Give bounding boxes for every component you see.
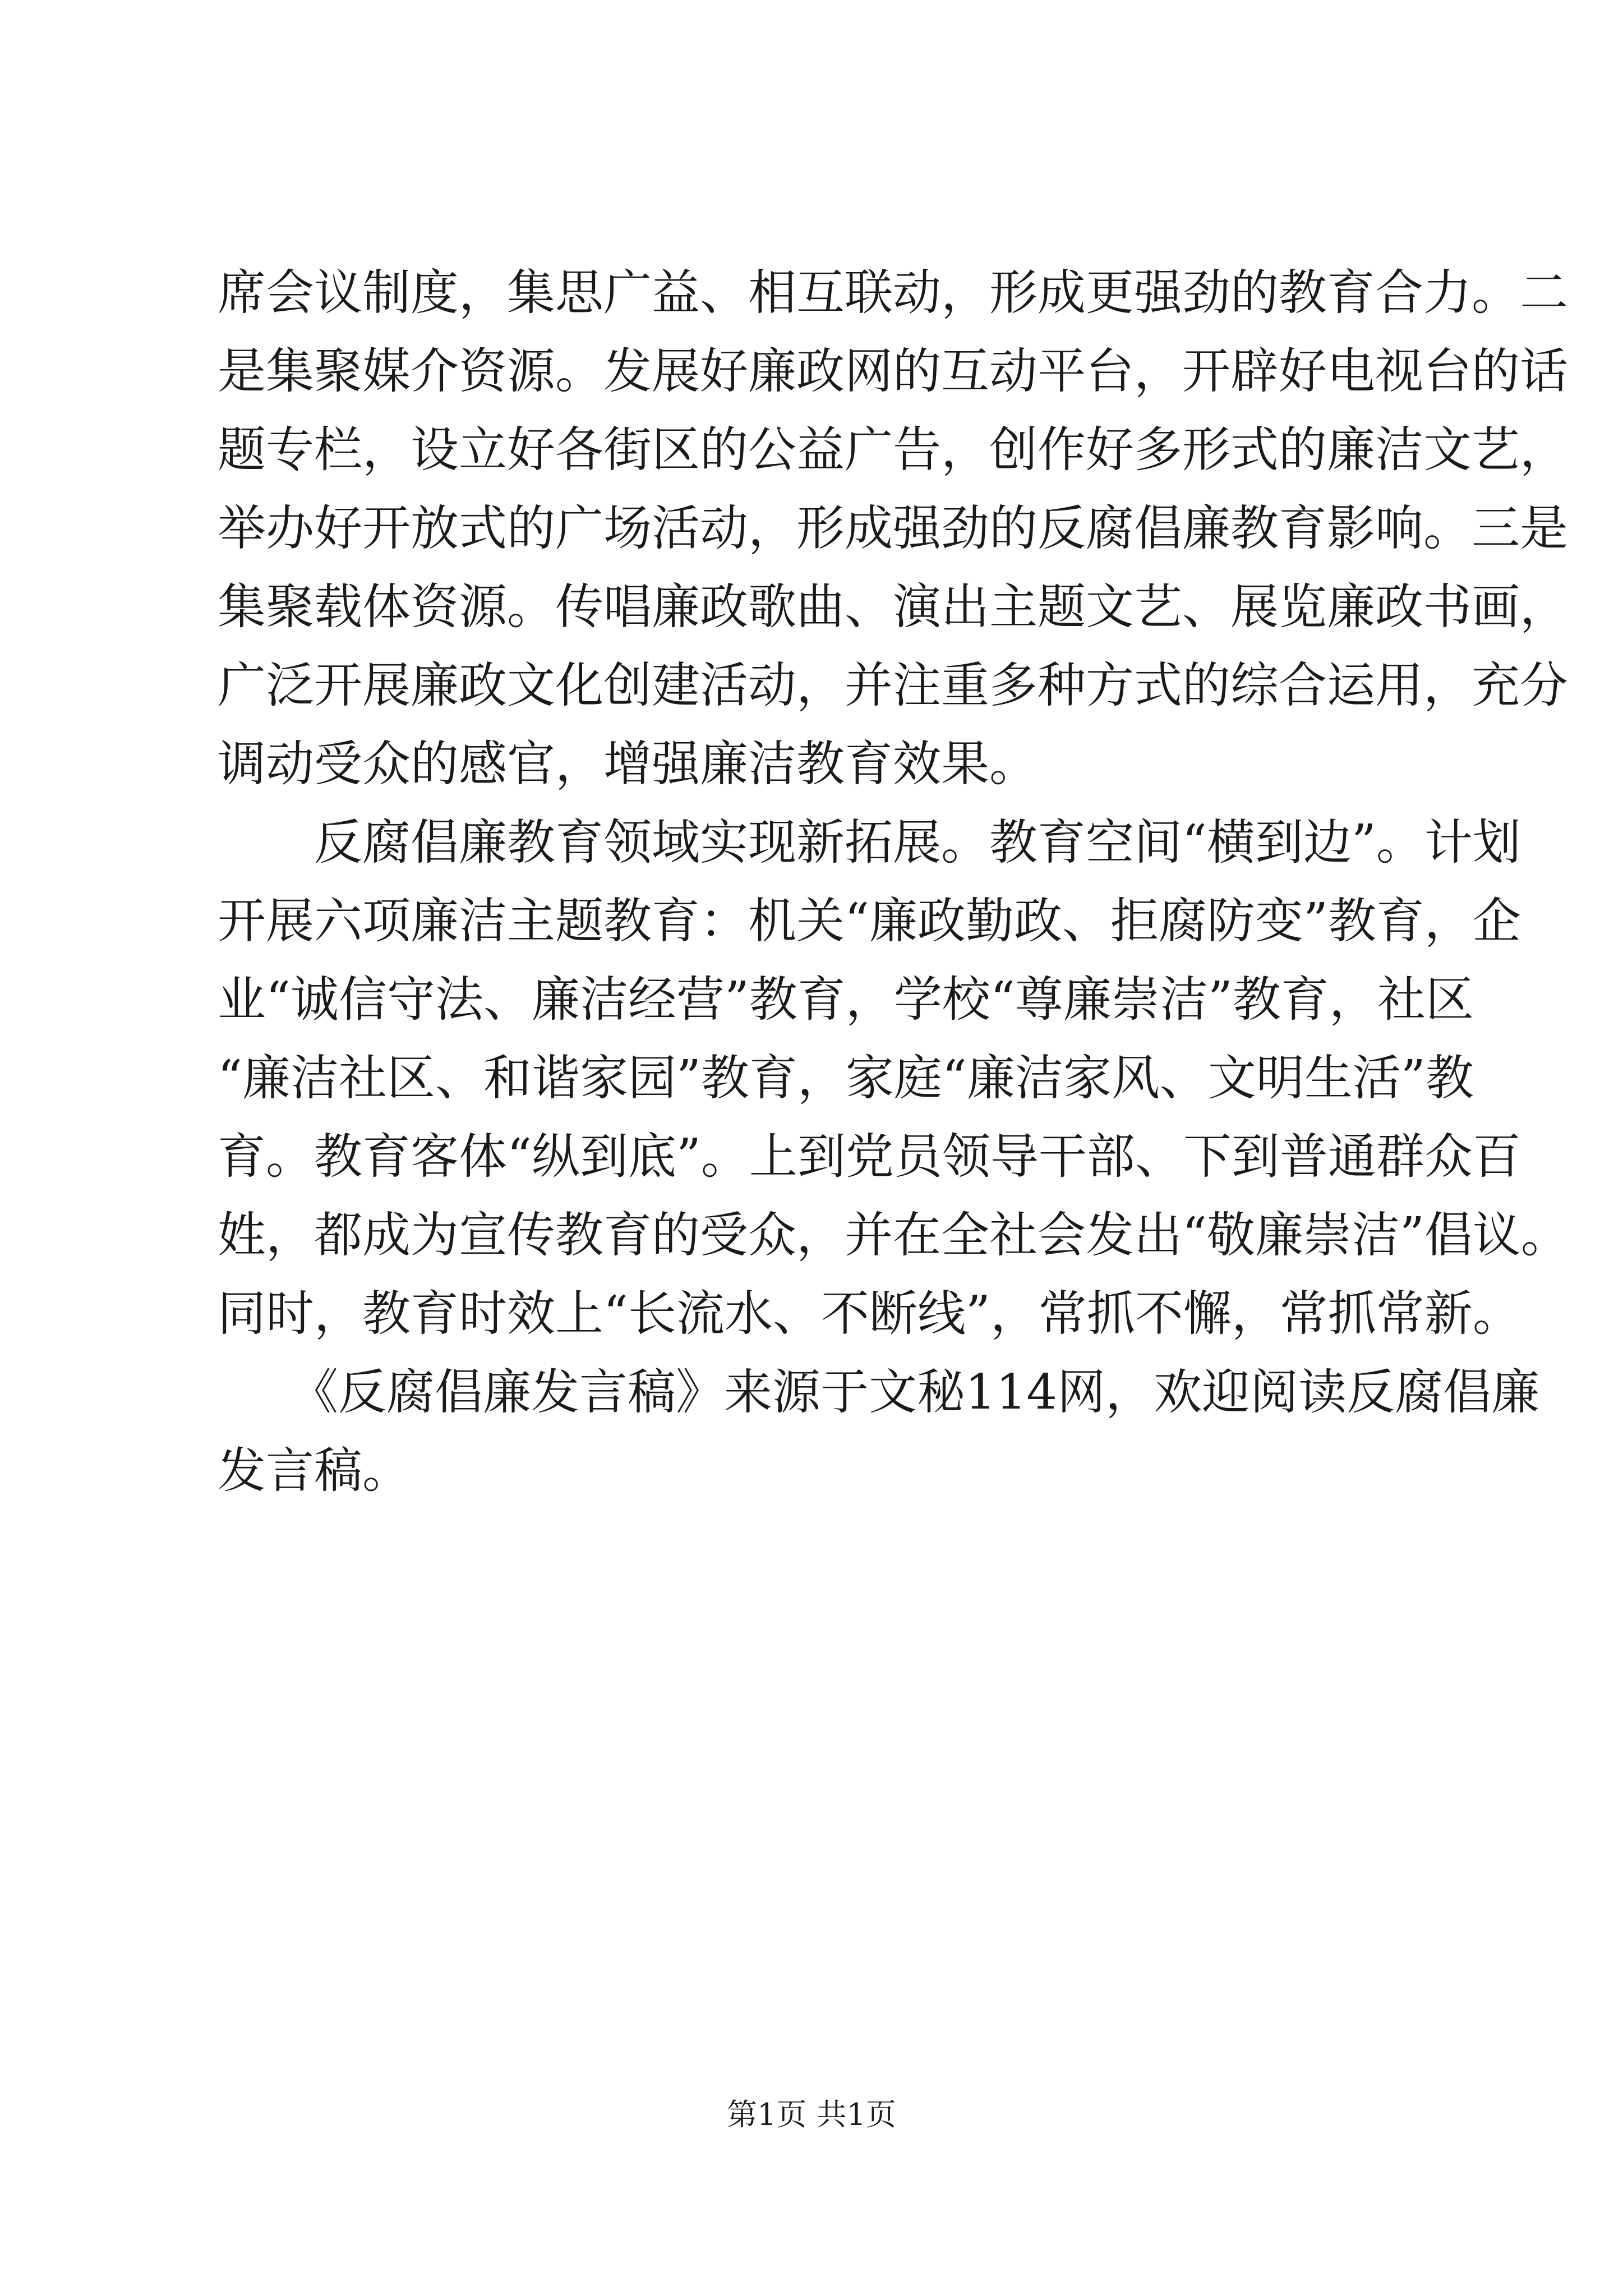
paragraph-line: 育。教育客体“纵到底”。上到党员领导干部、下到普通群众百 [218,1129,1521,1185]
paragraph-line: “廉洁社区、和谐家园”教育，家庭“廉洁家风、文明生活”教 [218,1050,1474,1106]
paragraph-line: 发言稿。 [218,1443,411,1499]
paragraph-line: 反腐倡廉教育领域实现新拓展。教育空间“横到边”。计划 [218,815,1521,871]
paragraph-line: 业“诚信守法、廉洁经营”教育，学校“尊廉崇洁”教育，社区 [218,972,1474,1028]
page-number-label: 第1页 共1页 [727,2097,896,2132]
paragraph-line: 同时，教育时效上“长流水、不断线”，常抓不懈，常抓常新。 [218,1286,1521,1342]
paragraph-line: 开展六项廉洁主题教育：机关“廉政勤政、拒腐防变”教育，企 [218,893,1521,949]
paragraph-line: 广泛开展廉政文化创建活动，并注重多种方式的综合运用，充分 [218,657,1568,714]
paragraph-3 [218,1353,1540,1510]
paragraph-line: 席会议制度，集思广益、相互联动，形成更强劲的教育合力。二 [218,265,1568,321]
paragraph-line: 举办好开放式的广场活动，形成强劲的反腐倡廉教育影响。三是 [218,500,1568,556]
paragraph-line: 《反腐倡廉发言稿》来源于文秘114网，欢迎阅读反腐倡廉 [218,1364,1540,1420]
paragraph-line: 题专栏，设立好各街区的公益广告，创作好多形式的廉洁文艺， [218,422,1568,478]
paragraph-line: 是集聚媒介资源。发展好廉政网的互动平台，开辟好电视台的话 [218,343,1568,399]
paragraph-2 [218,803,1569,1353]
paragraph-1 [218,254,1568,803]
page-footer [0,2092,1623,2137]
paragraph-line: 姓，都成为宣传教育的受众，并在全社会发出“敬廉崇洁”倡议。 [218,1207,1569,1263]
paragraph-line: 调动受众的感官，增强廉洁教育效果。 [218,736,1038,792]
paragraph-line: 集聚载体资源。传唱廉政歌曲、演出主题文艺、展览廉政书画， [218,579,1568,635]
document-body [218,254,1569,1510]
